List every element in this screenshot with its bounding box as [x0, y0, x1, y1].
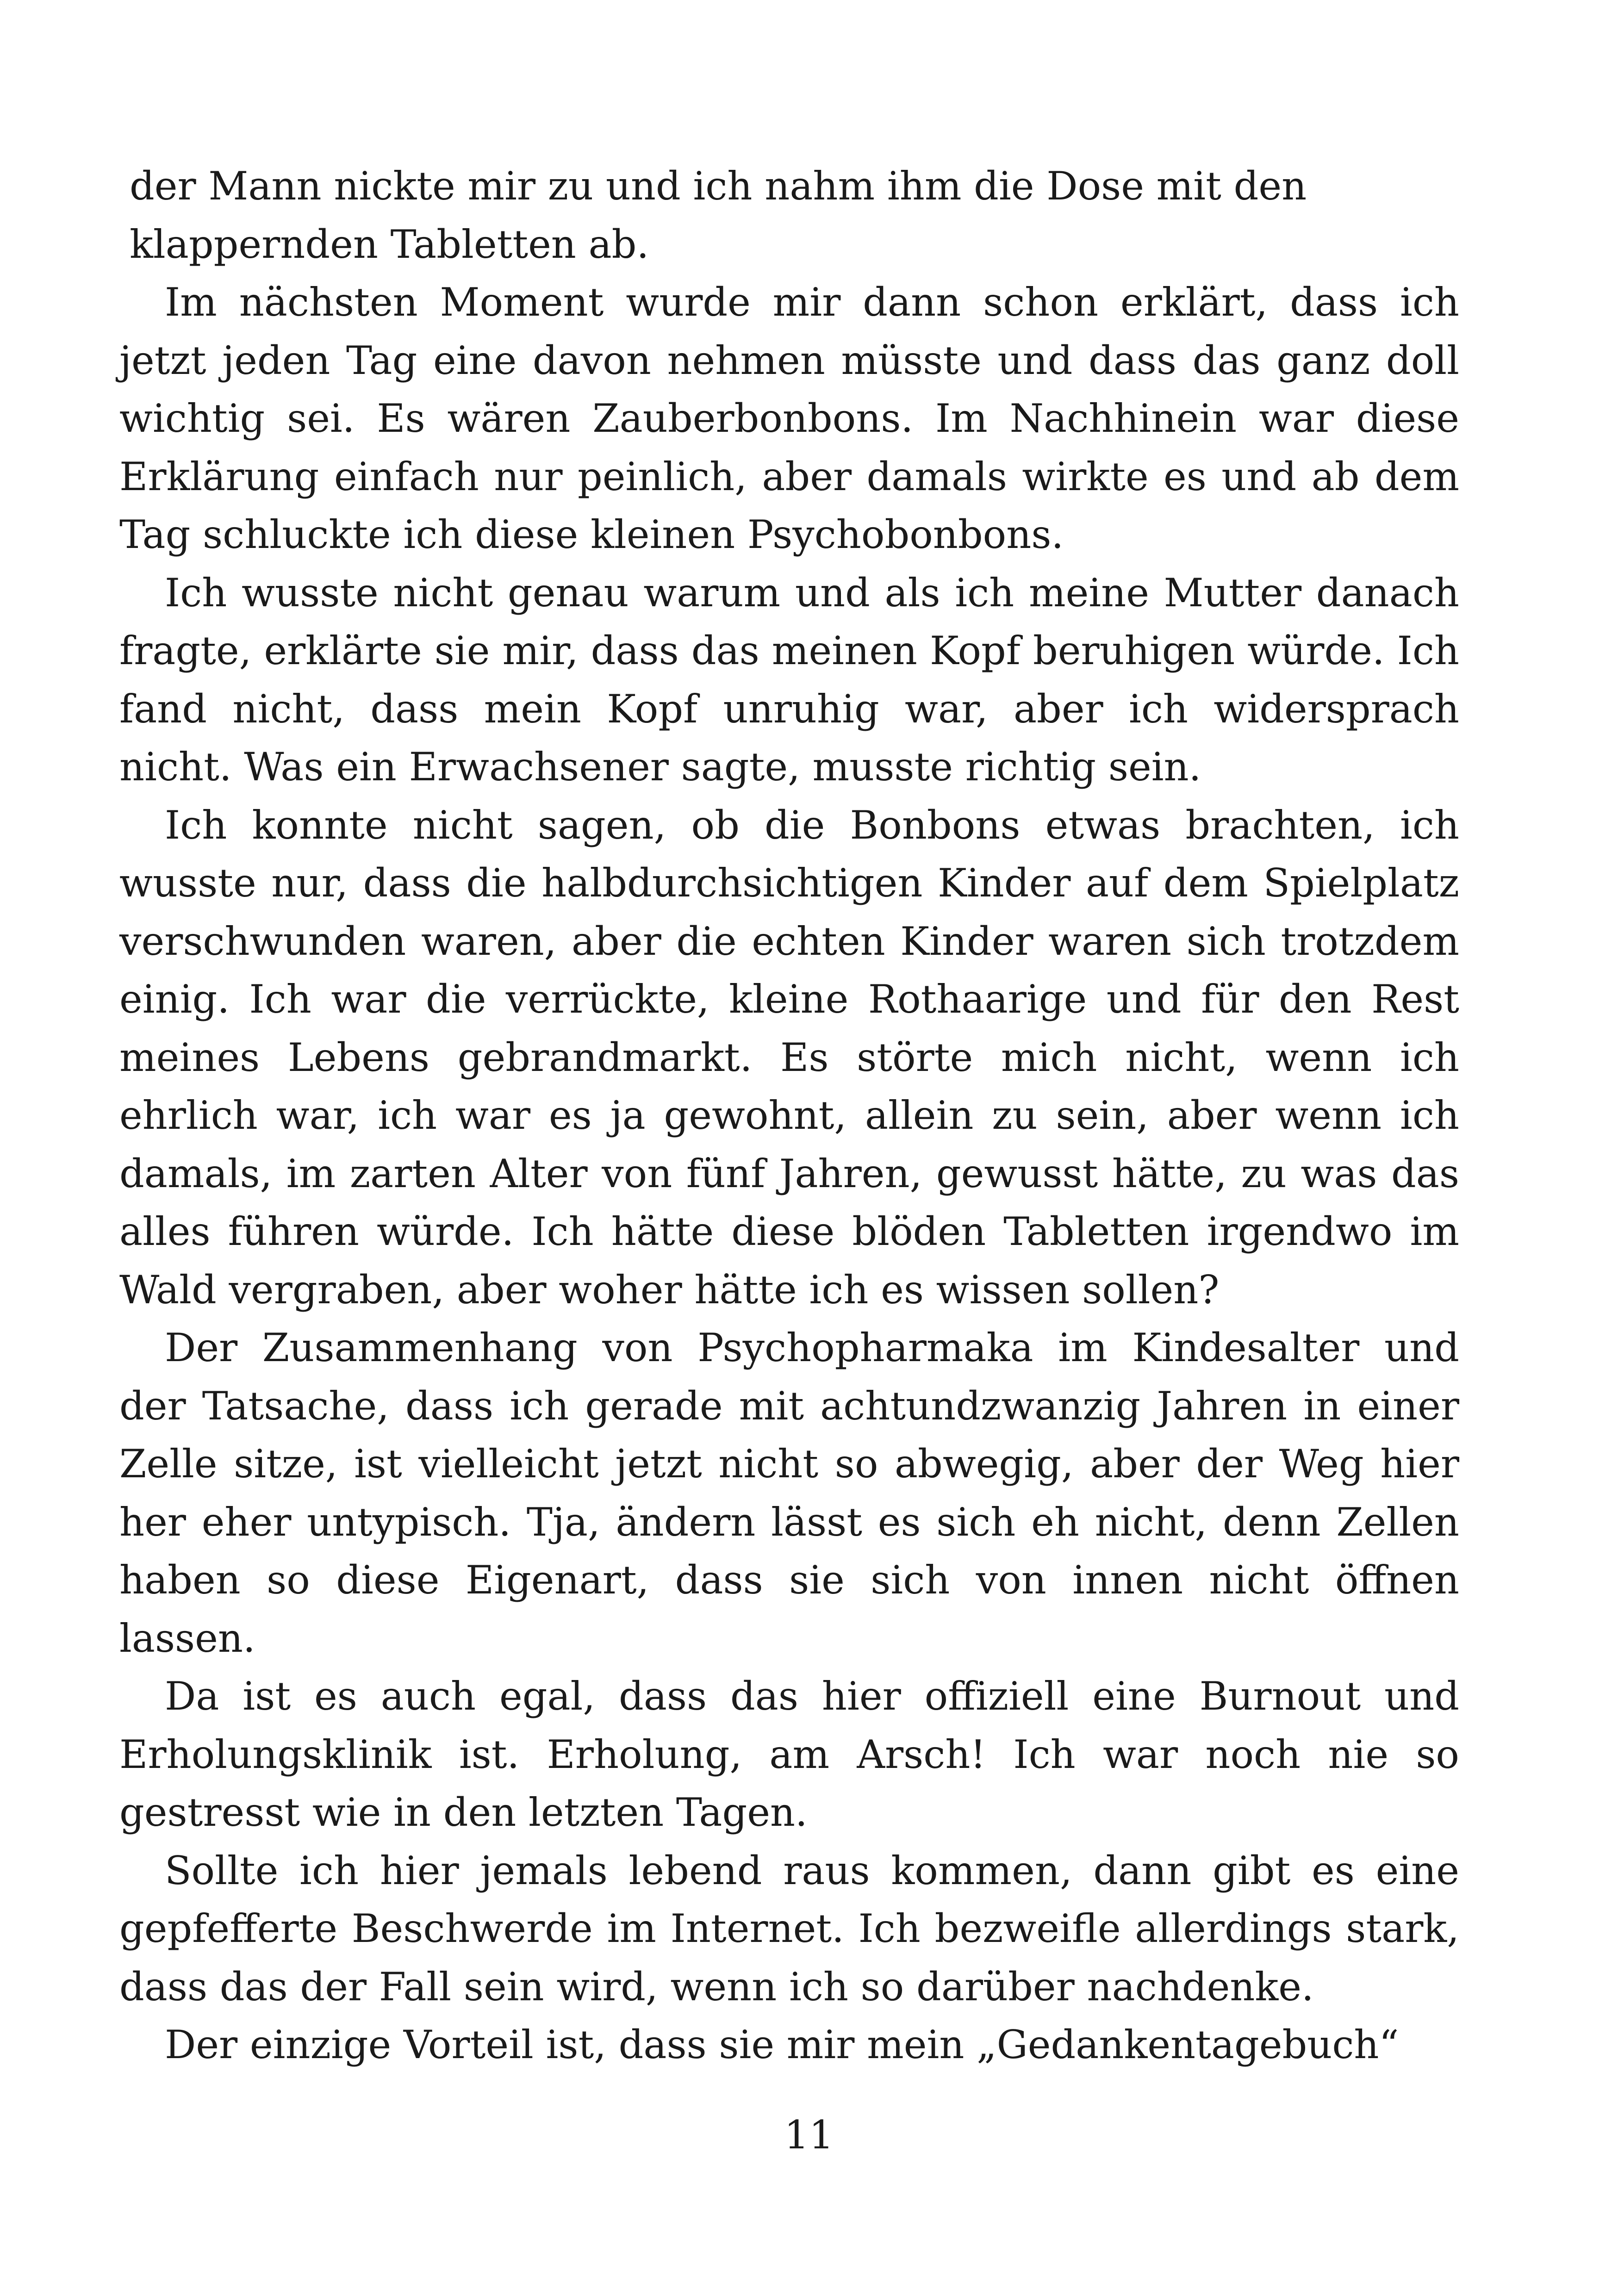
page-number: 11: [784, 2112, 834, 2158]
paragraph-last: Der einzige Vorteil ist, dass sie mir mein „Gedankentagebuch“: [165, 2022, 1399, 2067]
body-text: [119, 157, 1459, 2074]
paragraph: Sollte ich hier jemals lebend raus kommen, dann gibt es eine gepfefferte Beschwerde im Internet. Ich bezweifle allerdings stark, dass das der Fall sein wird, wenn ich so darüber nachdenke.: [119, 1848, 1459, 2010]
paragraph-continued: der Mann nickte mir zu und ich nahm ihm die Dose mit den klappernden Tabletten ab.: [130, 163, 1307, 267]
paragraph: Da ist es auch egal, dass das hier offiziell eine Burnout und Erholungsklinik ist. Erholung, am Arsch! Ich war noch nie so gestresst wie in den letzten Tagen.: [119, 1674, 1459, 1835]
paragraph: Ich konnte nicht sagen, ob die Bonbons etwas brachten, ich wusste nur, dass die halbdurchsichtigen Kinder auf dem Spielplatz verschwunden waren, aber die echten Kinder waren sich trotzdem einig. Ich war die verrückte, kleine Rothaarige und für den Rest meines Lebens gebrandmarkt. Es störte mich nicht, wenn ich ehrlich war, ich war es ja gewohnt, allein zu sein, aber wenn ich damals, im zarten Alter von fünf Jahren, gewusst hätte, zu was das alles führen würde. Ich hätte diese blöden Tabletten irgendwo im Wald vergraben, aber woher hätte ich es wissen sollen?: [119, 802, 1459, 1313]
paragraph: Der Zusammenhang von Psychopharmaka im Kindesalter und der Tatsache, dass ich gerade mit achtundzwanzig Jahren in einer Zelle sitze, ist vielleicht jetzt nicht so abwegig, aber der Weg hier her eher untypisch. Tja, ändern lässt es sich eh nicht, denn Zellen haben so diese Eigenart, dass sie sich von innen nicht öffnen lassen.: [119, 1325, 1459, 1661]
paragraph: Ich wusste nicht genau warum und als ich meine Mutter danach fragte, erklärte sie mir, dass das meinen Kopf beruhigen würde. Ich fand nicht, dass mein Kopf unruhig war, aber ich widersprach nicht. Was ein Erwachsener sagte, musste richtig sein.: [119, 570, 1459, 790]
paragraph: Im nächsten Moment wurde mir dann schon erklärt, dass ich jetzt jeden Tag eine davon nehmen müsste und dass das ganz doll wichtig sei. Es wären Zauberbonbons. Im Nachhinein war diese Erklärung einfach nur peinlich, aber damals wirkte es und ab dem Tag schluckte ich diese kleinen Psychobonbons.: [119, 280, 1459, 557]
